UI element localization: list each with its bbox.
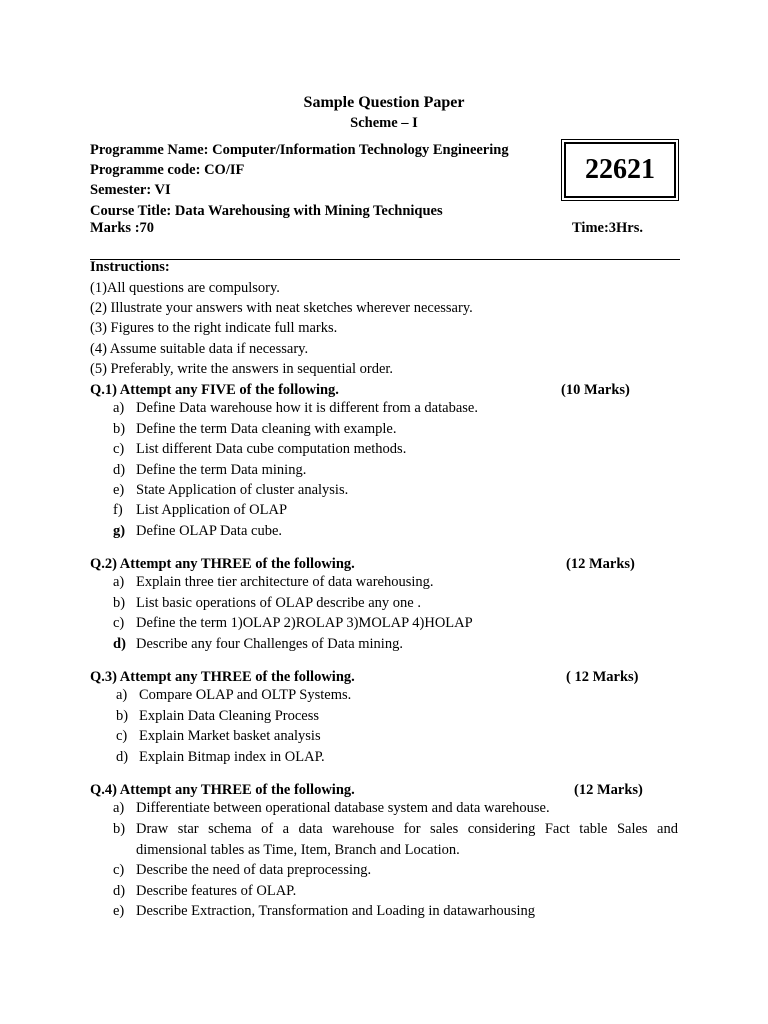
question-2-title: Q.2) Attempt any THREE of the following.: [90, 556, 355, 572]
programme-code: Programme code: CO/IF: [90, 162, 245, 178]
course-title: Course Title: Data Warehousing with Mining Techniques: [90, 203, 443, 219]
question-paper-page: Sample Question Paper Scheme – I Programme Name: Computer/Information Technology Engineering Programme code: CO/IF Semester: VI Course Title: Data Warehousing with Mining Techniques Marks :70 22621 Time:3Hrs. Instructions: (1)All questions are compulsory. (2) Illustrate your answers with neat sketches wherever necessary. (3) Figures to the right indicate full marks. (4) Assume suitable data if necessary. (5) Preferably, write the answers in sequential order. Q.1) Attempt any FIVE of the following. (10 Marks) a) Define Data warehouse how it is different from a database. b) Define the term Data cleaning with example. c) List different Data cube computation methods. d) Define the term Data mining. e) State Application of cluster analysis. f) List Application of OLAP g) Define OLAP Data cube. Q.2) Attempt any THREE of the following. (12 Marks) a) Explain three tier architecture of data warehousing. b) List basic operations of OLAP describe any one . c) Define the term 1)OLAP 2)ROLAP 3)MOLAP 4)HOLAP d) Describe any four Challenges of Data mining. Q.3) Attempt any THREE of the following. ( 12 Marks) a) Compare OLAP and OLTP Systems. b) Explain Data Cleaning Process c) Explain Market basket analysis d) Explain Bitmap index in OLAP. Q.4) Attempt any THREE of the following. (12 Marks) a) Differentiate between operational database system and data warehouse. b) Draw star schema of a data warehouse for sales considering Fact table Sales and dimensional tables as Time, Item, Branch and Location. c) Describe the need of data preprocessing. d) Describe features of OLAP. e) Describe Extraction, Transformation and Loading in datawarhousing: [0, 0, 768, 1024]
programme-name: Programme Name: Computer/Information Technology Engineering: [90, 142, 509, 158]
instruction-item: (2) Illustrate your answers with neat sketches wherever necessary.: [90, 300, 473, 316]
instruction-item: (3) Figures to the right indicate full marks.: [90, 320, 338, 336]
question-3-title: Q.3) Attempt any THREE of the following.: [90, 669, 355, 685]
instructions-heading: Instructions:: [90, 259, 170, 275]
time-allowed: Time:3Hrs.: [572, 220, 644, 236]
question-1-marks: (10 Marks): [561, 382, 630, 398]
instruction-item: (4) Assume suitable data if necessary.: [90, 341, 309, 357]
instruction-item: (5) Preferably, write the answers in sequential order.: [90, 361, 394, 377]
question-3-marks: ( 12 Marks): [566, 669, 639, 685]
question-4-marks: (12 Marks): [574, 782, 643, 798]
total-marks: Marks :70: [90, 220, 155, 236]
paper-title: Sample Question Paper: [303, 94, 465, 111]
course-code: 22621: [585, 154, 655, 185]
course-code-box: [564, 142, 676, 198]
question-2-marks: (12 Marks): [566, 556, 635, 572]
semester: Semester: VI: [90, 182, 171, 198]
question-1-title: Q.1) Attempt any FIVE of the following.: [90, 382, 339, 398]
instruction-item: (1)All questions are compulsory.: [90, 280, 280, 296]
scheme-label: Scheme – I: [350, 115, 418, 131]
question-4-title: Q.4) Attempt any THREE of the following.: [90, 782, 355, 798]
header-divider: [90, 259, 680, 260]
